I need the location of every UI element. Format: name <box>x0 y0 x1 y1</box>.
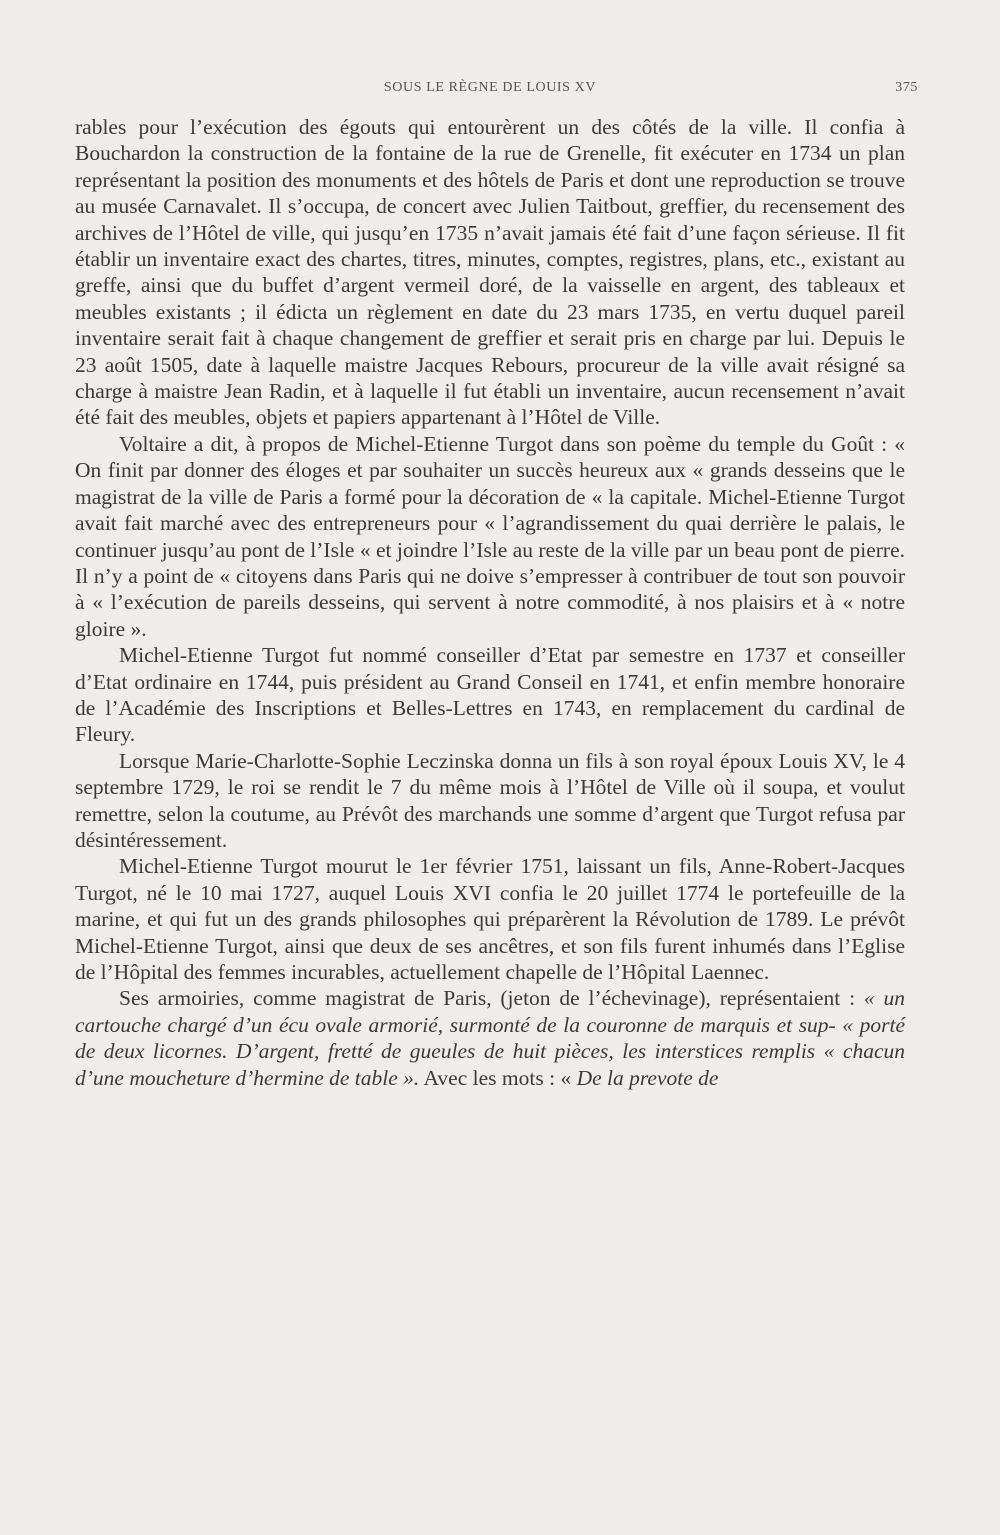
body-text <box>75 114 905 1091</box>
paragraph-honors: Michel-Etienne Turgot fut nommé conseiller d’Etat par semestre en 1737 et conseiller d’Etat ordinaire en 1744, puis président au Grand Conseil en 1741, et enfin membre honoraire de l’Académie des Inscriptions et Belles-Lettres en 1743, en remplacement du cardinal de Fleury. <box>75 643 905 747</box>
arms-intro: Ses armoiries, comme magistrat de Paris, (jeton de l’échevinage), représentaient : <box>119 986 856 1011</box>
paragraph-royal-birth: Lorsque Marie-Charlotte-Sophie Leczinska donna un fils à son royal époux Louis XV, le 4 septembre 1729, le roi se rendit le 7 du même mois à l’Hôtel de Ville où il soupa, et voulut remettre, selon la coutume, au Prévôt des marchands une somme d’argent que Turgot refusa par désintéressement. <box>75 748 905 852</box>
paragraph-arms <box>75 985 905 1091</box>
page-number: 375 <box>895 80 918 95</box>
arms-motto: De la prevote de <box>576 1065 719 1090</box>
arms-blazon: « un cartouche chargé d’un écu ovale armorié, surmonté de la couronne de marquis et sup- « porté de deux licornes. D’argent, fretté de gueules de huit pièces, les interstices remplis « chacun d’une moucheture d’hermine de table ». <box>75 986 906 1090</box>
paragraph-voltaire-quote: Voltaire a dit, à propos de Michel-Etienne Turgot dans son poème du temple du Goût : « On finit par donner des éloges et par souhaiter un succès heureux aux « grands desseins que le magistrat de la ville de Paris a formé pour la décoration de « la capitale. Michel-Etienne Turgot avait fait marché avec des entrepreneurs pour « l’agrandissement du quai derrière le palais, le continuer jusqu’au pont de l’Isle « et joindre l’Isle au reste de la ville par un beau pont de pierre. Il n’y a point de « citoyens dans Paris qui ne doive s’empresser à contribuer de tout son pouvoir à « l’exécution de pareils desseins, qui servent à notre commodité, à nos plaisirs et à « notre gloire ». <box>75 431 905 641</box>
running-title: SOUS LE RÈGNE DE LOUIS XV <box>383 80 597 95</box>
running-head <box>0 76 1000 100</box>
paragraph-death: Michel-Etienne Turgot mourut le 1er février 1751, laissant un fils, Anne-Robert-Jacques Turgot, né le 10 mai 1727, auquel Louis XVI confia le 20 juillet 1774 le portefeuille de la marine, et qui fut un des grands philosophes qui préparèrent la Révolution de 1789. Le prévôt Michel-Etienne Turgot, ainsi que deux de ses ancêtres, et son fils furent inhumés dans l’Eglise de l’Hôpital des femmes incurables, actuellement chapelle de l’Hôpital Laennec. <box>75 854 905 984</box>
arms-after: Avec les mots : « <box>419 1065 577 1090</box>
paragraph-turgot-works: rables pour l’exécution des égouts qui entourèrent un des côtés de la ville. Il confia à Bouchardon la construction de la fontaine de la rue de Grenelle, fit exécuter en 1734 un plan représentant la position des monuments et des hôtels de Paris et dont une reproduction se trouve au musée Carnavalet. Il s’occupa, de concert avec Julien Taitbout, greffier, du recensement des archives de l’Hôtel de ville, qui jusqu’en 1735 n’avait jamais été fait d’une façon sérieuse. Il fit établir un inventaire exact des chartes, titres, minutes, comptes, registres, plans, etc., existant au greffe, ainsi que du buffet d’argent vermeil doré, de la vaisselle en argent, des tableaux et meubles existants ; il édicta un règlement en date du 23 mars 1735, en vertu duquel pareil inventaire serait fait à chaque changement de greffier et serait pris en charge par lui. Depuis le 23 août 1505, date à laquelle maistre Jacques Rebours, procureur de la ville avait résigné sa charge à maistre Jean Radin, et à laquelle il fut établi un inventaire, aucun recensement n’avait été fait des meubles, objets et papiers appartenant à l’Hôtel de Ville. <box>75 115 905 430</box>
